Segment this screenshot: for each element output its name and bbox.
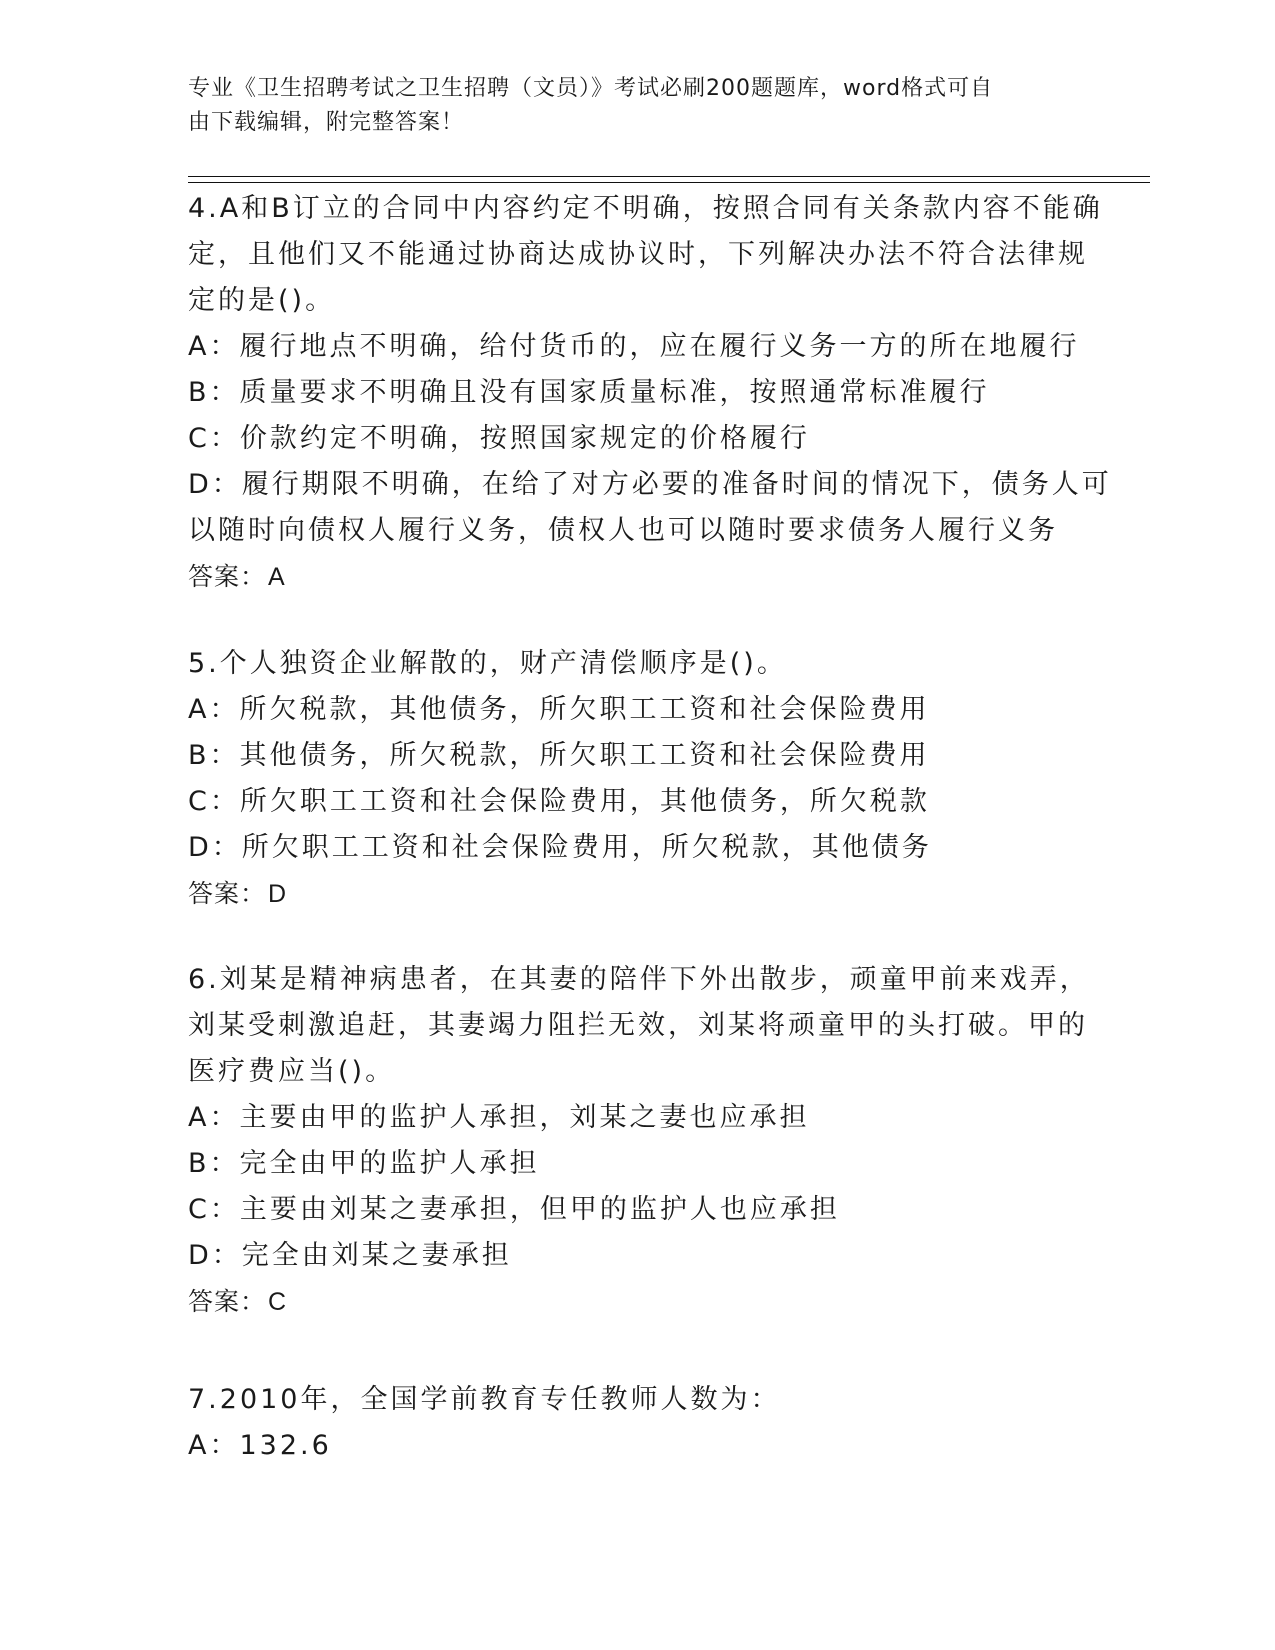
option-b: B：完全由甲的监护人承担 [188, 1148, 540, 1179]
option-c: C：所欠职工工资和社会保险费用，其他债务，所欠税款 [188, 786, 930, 817]
header-line-2: 由下载编辑，附完整答案！ [188, 110, 465, 135]
option-c: C：主要由刘某之妻承担，但甲的监护人也应承担 [188, 1194, 840, 1225]
answer [188, 1279, 1088, 1325]
header-divider-bottom [188, 182, 1150, 183]
header-line-1: 专业《卫生招聘考试之卫生招聘（文员）》考试必刷200题题库，word格式可自 [188, 76, 994, 101]
option-b: B：质量要求不明确且没有国家质量标准，按照通常标准履行 [188, 377, 990, 408]
answer-label: 答案： [188, 563, 267, 591]
question-stem-line: 刘某受刺激追赶，其妻竭力阻拦无效，刘某将顽童甲的头打破。甲的 [188, 1010, 1088, 1041]
question-stem-line: 6.刘某是精神病患者，在其妻的陪伴下外出散步，顽童甲前来戏弄， [188, 964, 1090, 995]
option-d: D：履行期限不明确，在给了对方必要的准备时间的情况下，债务人可 [188, 469, 1112, 500]
option-a: A：主要由甲的监护人承担，刘某之妻也应承担 [188, 1102, 810, 1133]
option-d: D：完全由刘某之妻承担 [188, 1240, 512, 1271]
option-b: B：其他债务，所欠税款，所欠职工工资和社会保险费用 [188, 740, 930, 771]
question-stem-line: 医疗费应当()。 [188, 1056, 396, 1087]
question-5 [188, 641, 1088, 917]
question-stem-line: 5.个人独资企业解散的，财产清偿顺序是()。 [188, 648, 787, 679]
option-d-continued: 以随时向债权人履行义务，债权人也可以随时要求债务人履行义务 [188, 515, 1058, 546]
header-divider-top [188, 176, 1150, 177]
option-a: A：所欠税款，其他债务，所欠职工工资和社会保险费用 [188, 694, 930, 725]
answer-label: 答案： [188, 1288, 267, 1316]
answer-label: 答案： [188, 880, 267, 908]
question-stem-line: 4.A和B订立的合同中内容约定不明确，按照合同有关条款内容不能确 [188, 193, 1103, 224]
option-a: A：履行地点不明确，给付货币的，应在履行义务一方的所在地履行 [188, 331, 1080, 362]
question-stem-line: 7.2010年，全国学前教育专任教师人数为： [188, 1384, 781, 1415]
answer [188, 871, 1088, 917]
question-6 [188, 957, 1088, 1325]
option-c: C：价款约定不明确，按照国家规定的价格履行 [188, 423, 810, 454]
question-stem-line: 定，且他们又不能通过协商达成协议时，下列解决办法不符合法律规 [188, 239, 1088, 270]
answer-value: D [268, 880, 288, 908]
question-4 [188, 186, 1112, 600]
option-d: D：所欠职工工资和社会保险费用，所欠税款，其他债务 [188, 832, 932, 863]
question-7 [188, 1377, 1088, 1469]
option-a: A：132.6 [188, 1430, 332, 1461]
answer-value: A [268, 563, 286, 591]
answer [188, 554, 1088, 600]
answer-value: C [268, 1288, 288, 1316]
question-stem-line: 定的是()。 [188, 285, 336, 316]
document-header [188, 72, 1068, 140]
